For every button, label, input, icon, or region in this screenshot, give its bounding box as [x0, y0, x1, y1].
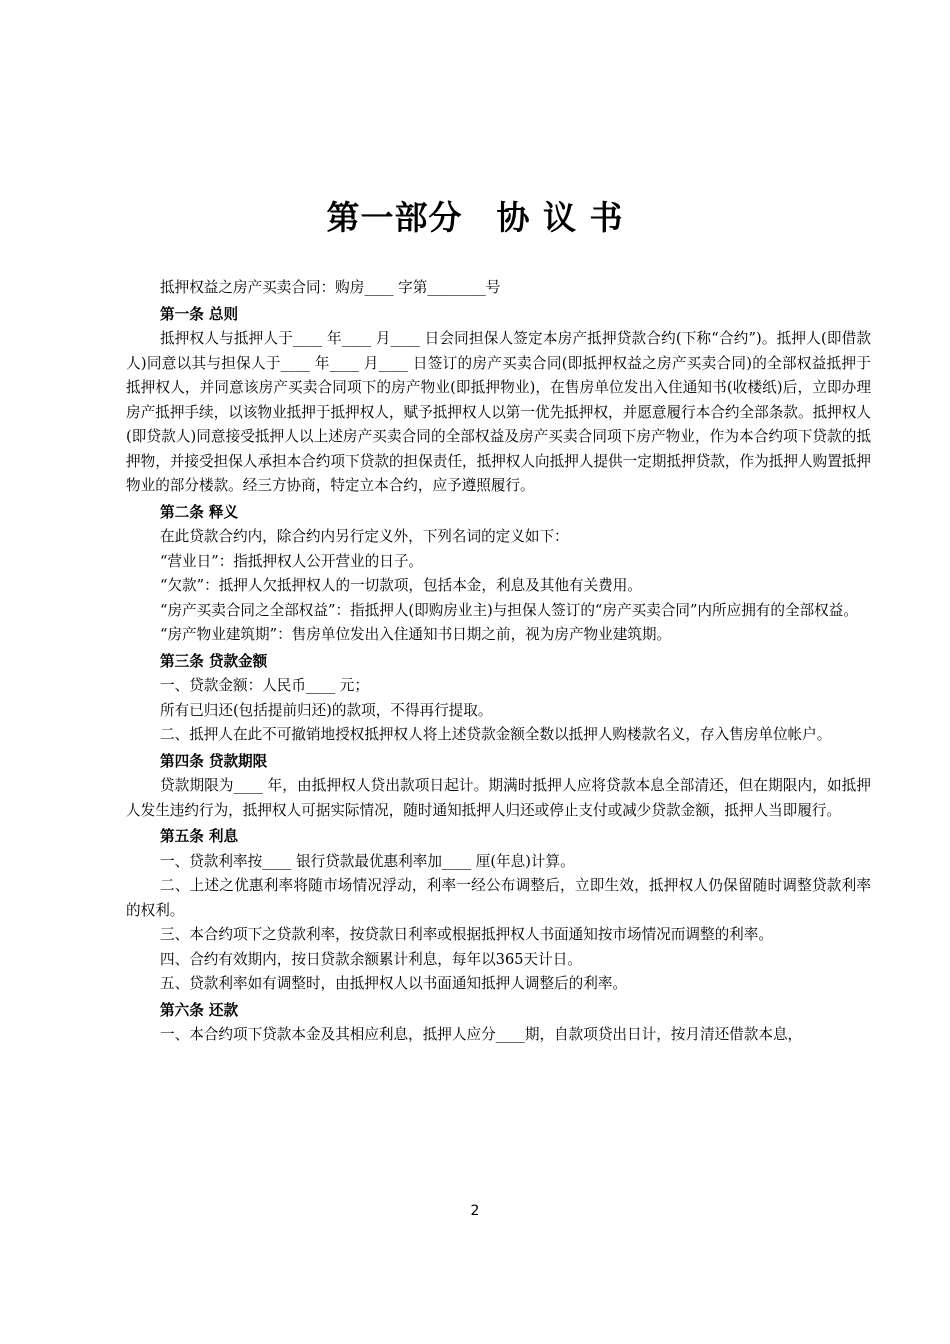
article-3-note: 所有已归还(包括提前归还)的款项，不得再行提取。 — [160, 701, 493, 719]
page-number: 2 — [470, 1203, 480, 1219]
title-part: 第一部分 — [326, 198, 463, 237]
article-4-heading: 第四条 贷款期限 — [160, 752, 268, 770]
title-name: 协 议 书 — [496, 198, 624, 237]
article-3-item-1: 一、贷款金额：人民币____ 元； — [160, 677, 369, 694]
article-5-item-5: 五、贷款利率如有调整时，由抵押权人以书面通知抵押人调整后的利率。 — [160, 975, 628, 992]
article-5-item-3: 三、本合约项下之贷款利率，按贷款日利率或根据抵押权人书面通知按市场情况而调整的利率。 — [160, 926, 773, 943]
article-6-heading: 第六条 还款 — [160, 1001, 239, 1019]
article-2-intro: 在此贷款合约内，除合约内另行定义外，下列名词的定义如下： — [160, 528, 569, 545]
definition-contract-rights: “房产买卖合同之全部权益”：指抵押人(即购房业主)与担保人签订的“房产买卖合同”内所应拥有的全部权益。 — [160, 601, 858, 619]
article-3-item-2: 二、抵押人在此不可撤销地授权抵押权人将上述贷款金额全数以抵押人购楼款名义，存入售房单位帐户。 — [160, 726, 832, 743]
contract-reference: 抵押权益之房产买卖合同：购房____ 字第________号 — [160, 279, 501, 296]
definition-construction-period: “房产物业建筑期”：售房单位发出入住通知书日期之前，视为房产物业建筑期。 — [160, 626, 672, 643]
article-5-heading: 第五条 利息 — [160, 828, 239, 845]
article-5-item-1: 一、贷款利率按____ 银行贷款最优惠利率加____ 厘(年息)计算。 — [160, 852, 575, 870]
article-1-heading: 第一条 总则 — [160, 305, 239, 323]
article-5-item-2: 二、上述之优惠利率将随市场情况浮动，利率一经公布调整后，立即生效，抵押权人仍保留随时调整贷款利率的权利。 — [126, 877, 871, 919]
agreement-body — [126, 276, 871, 1048]
page-title — [0, 192, 950, 239]
article-3-heading: 第三条 贷款金额 — [160, 652, 268, 670]
article-6-item-1: 一、本合约项下贷款本金及其相应利息，抵押人应分____期，自款项贷出日计，按月清还借款本息， — [160, 1026, 803, 1043]
definition-debt: “欠款”：抵押人欠抵押权人的一切款项，包括本金，利息及其他有关费用。 — [160, 577, 642, 594]
definition-business-day: “营业日”：指抵押权人公开营业的日子。 — [160, 552, 424, 570]
article-5-item-4: 四、合约有效期内，按日贷款余额累计利息，每年以365天计日。 — [160, 950, 582, 968]
article-1-text: 抵押权人与抵押人于____ 年____ 月____ 日会同担保人签定本房产抵押贷款合约(下称“合约”)。抵押人(即借款人)同意以其与担保人于____ 年____ 月____ 日签订的房产买卖合同(即抵押权益之房产买卖合同)的全部权益抵押于抵押权人，并同意该房产买卖合同项下的房产物业(即抵押物业)，在售房单位发出入住通知书(收楼纸)后，立即办理房产抵押手续，以该物业抵押于抵押权人，赋予抵押权人以第一优先抵押权，并愿意履行本合约全部条款。抵押权人(即贷款人)同意接受抵押人以上述房产买卖合同的全部权益及房产买卖合同项下房产物业，作为本合约项下贷款的抵押物，并接受担保人承担本合约项下贷款的担保责任，抵押权人向抵押人提供一定期抵押贷款，作为抵押人购置抵押物业的部分楼款。经三方协商，特定立本合约，应予遵照履行。 — [126, 330, 871, 494]
article-2-heading: 第二条 释义 — [160, 503, 239, 521]
article-4-text: 贷款期限为____ 年，由抵押权人贷出款项日起计。期满时抵押人应将贷款本息全部清还，但在期限内，如抵押人发生违约行为，抵押权人可据实际情况，随时通知抵押人归还或停止支付或减少贷款金额，抵押人当即履行。 — [126, 777, 871, 819]
